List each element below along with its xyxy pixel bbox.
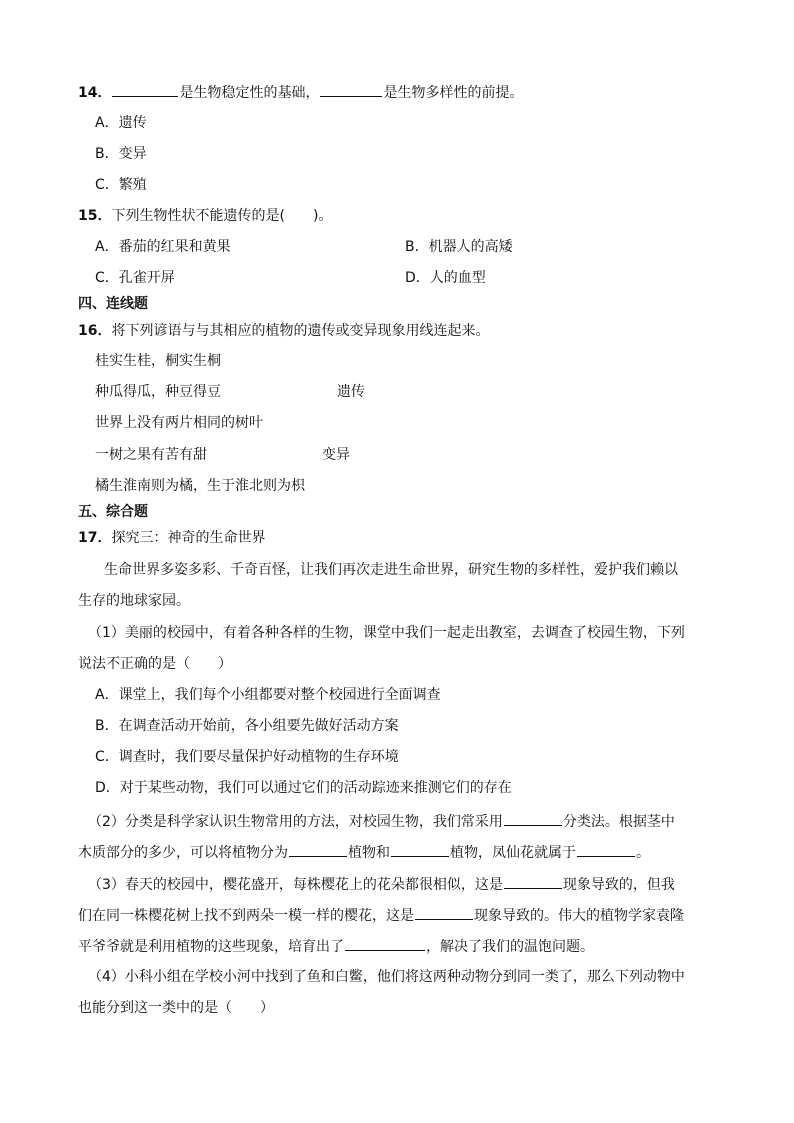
- q17-sub3-blank-1[interactable]: [504, 874, 562, 889]
- q14-text-a: 是生物稳定性的基础，: [179, 85, 320, 101]
- q15-number: 15．: [78, 208, 112, 224]
- q17-intro-line-1: 生命世界多姿多彩、千奇百怪，让我们再次走进生命世界，研究生物的多样性，爱护我们赖以: [104, 562, 678, 578]
- q17-sub2-text-d: 植物和: [348, 845, 390, 861]
- q15-option-c[interactable]: C．孔雀开屏: [95, 270, 175, 286]
- q16-saying-5[interactable]: 橘生淮南则为橘，生于淮北则为枳: [95, 478, 305, 494]
- section-5-heading: 五、综合题: [78, 504, 148, 520]
- q17-title-text: 探究三：神奇的生命世界: [111, 530, 266, 546]
- q17-sub2-text-e: 植物，凤仙花就属于: [450, 845, 576, 861]
- q14-blank-2[interactable]: [320, 82, 382, 97]
- q17-sub3-text-e: 平爷爷就是利用植物的这些现象，培育出了: [78, 939, 344, 955]
- q17-sub2-text-a: （2）分类是科学家认识生物常用的方法，对校园生物，我们常采用: [88, 814, 503, 830]
- q17-sub1-line-1: （1）美丽的校园中，有着各种各样的生物，课堂中我们一起走出教室，去调查了校园生物，下列: [88, 625, 685, 641]
- q17-sub2-blank-2[interactable]: [289, 842, 347, 857]
- q16-stem-text: 将下列谚语与与其相应的植物的遗传或变异现象用线连起来。: [111, 323, 490, 339]
- q16-saying-1[interactable]: 桂实生桂，桐实生桐: [95, 353, 221, 369]
- q17-sub1-option-d[interactable]: D．对于某些动物，我们可以通过它们的活动踪迹来推测它们的存在: [95, 780, 512, 796]
- q17-sub3-text-c: 们在同一株樱花树上找不到两朵一模一样的樱花，这是: [78, 908, 414, 924]
- q17-sub3-line-2: [78, 905, 684, 923]
- q17-sub3-text-f: ，解决了我们的温饱问题。: [426, 939, 594, 955]
- q17-title: [78, 529, 265, 547]
- q16-number: 16．: [78, 323, 112, 339]
- q17-sub3-line-3: [78, 936, 594, 954]
- q16-saying-2[interactable]: 种瓜得瓜，种豆得豆: [95, 384, 221, 400]
- q17-sub2-blank-3[interactable]: [391, 842, 449, 857]
- q16-saying-3[interactable]: 世界上没有两片相同的树叶: [95, 415, 263, 431]
- q17-sub3-text-d: 现象导致的。伟大的植物学家袁隆: [474, 908, 684, 924]
- q17-sub1-option-a[interactable]: A．课堂上，我们每个小组都要对整个校园进行全面调查: [95, 687, 441, 703]
- q15-stem-text: 下列生物性状不能遗传的是( )。: [111, 208, 333, 224]
- q14-stem: [78, 82, 523, 100]
- q15-option-b[interactable]: B．机器人的高矮: [405, 239, 513, 255]
- q16-stem: [78, 322, 489, 340]
- q17-sub4-line-1: （4）小科小组在学校小河中找到了鱼和白鳖，他们将这两种动物分到同一类了，那么下列动物中: [88, 969, 685, 985]
- q17-sub2-text-b: 分类法。根据茎中: [562, 814, 675, 830]
- q17-sub1-line-2: 说法不正确的是（ ）: [78, 656, 232, 672]
- q17-sub3-blank-2[interactable]: [415, 905, 473, 920]
- q17-number: 17．: [78, 530, 112, 546]
- q17-sub1-option-b[interactable]: B．在调查活动开始前，各小组要先做好活动方案: [95, 718, 399, 734]
- q17-sub2-text-c: 木质部分的多少，可以将植物分为: [78, 845, 288, 861]
- q14-option-a[interactable]: A．遗传: [95, 115, 147, 131]
- q17-sub2-blank-4[interactable]: [577, 842, 635, 857]
- q14-number: 14．: [78, 85, 112, 101]
- q17-sub3-line-1: [88, 874, 675, 892]
- section-4-heading: 四、连线题: [78, 296, 148, 312]
- q14-text-b: 是生物多样性的前提。: [383, 85, 524, 101]
- q14-option-c[interactable]: C．繁殖: [95, 177, 147, 193]
- q17-intro-line-2: 生存的地球家园。: [78, 593, 190, 609]
- q15-stem: [78, 207, 332, 225]
- q17-sub3-text-a: （3）春天的校园中，樱花盛开，每株樱花上的花朵都很相似，这是: [88, 877, 503, 893]
- q17-sub2-text-f: 。: [636, 845, 650, 861]
- q15-option-d[interactable]: D．人的血型: [405, 270, 486, 286]
- q17-sub2-blank-1[interactable]: [504, 811, 562, 826]
- q16-saying-4[interactable]: 一树之果有苦有甜: [95, 447, 207, 463]
- q17-sub3-blank-3[interactable]: [345, 936, 425, 951]
- q17-sub2-line-2: [78, 842, 650, 860]
- q15-option-a[interactable]: A．番茄的红果和黄果: [95, 239, 231, 255]
- q14-blank-1[interactable]: [112, 82, 178, 97]
- q16-target-heredity[interactable]: 遗传: [337, 384, 365, 400]
- q17-sub1-option-c[interactable]: C．调查时，我们要尽量保护好动植物的生存环境: [95, 749, 399, 765]
- q17-sub4-line-2: 也能分到这一类中的是（ ）: [78, 1000, 274, 1016]
- q16-target-variation[interactable]: 变异: [322, 447, 350, 463]
- q17-sub3-text-b: 现象导致的，但我: [562, 877, 675, 893]
- q17-sub2-line-1: [88, 811, 675, 829]
- q14-option-b[interactable]: B．变异: [95, 146, 147, 162]
